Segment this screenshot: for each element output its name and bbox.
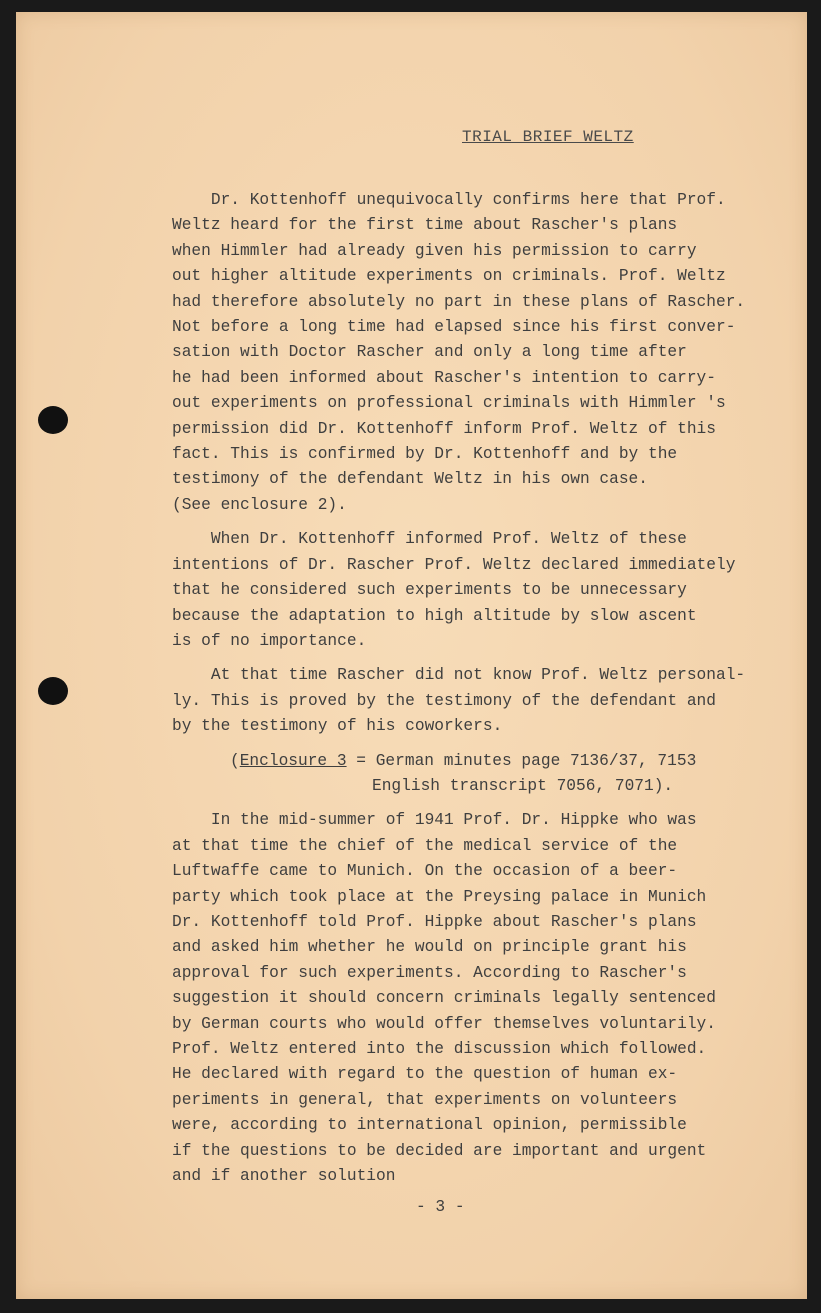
paragraph-2 [172,527,792,654]
enclosure-pages: = German minutes page 7136/37, 7153 [346,751,697,770]
text-line: that he considered such experiments to be unnecessary [172,581,687,600]
text-line: had therefore absolutely no part in these plans of Rascher. [172,292,746,311]
text-line: He declared with regard to the question of human ex- [172,1065,678,1084]
text-line: At that time Rascher did not know Prof. Weltz personal- [172,666,746,685]
punch-hole-top [38,406,68,434]
text-line: testimony of the defendant Weltz in his own case. [172,470,648,489]
text-line: Weltz heard for the first time about Rascher's plans [172,216,678,235]
text-line: Dr. Kottenhoff unequivocally confirms here that Prof. [172,191,726,209]
text-line: ly. This is proved by the testimony of the defendant and [172,691,716,710]
document-title: TRIAL BRIEF WELTZ [462,128,634,146]
text-line: Prof. Weltz entered into the discussion which followed. [172,1040,707,1058]
paragraph-3 [172,663,792,739]
page-number: - 3 - [416,1198,465,1216]
text-line: fact. This is confirmed by Dr. Kottenhoff and by the [172,445,678,464]
paragraph-1 [172,188,792,518]
document-page [16,12,807,1299]
text-line: permission did Dr. Kottenhoff inform Prof. Weltz of this [172,419,716,438]
enclosure-line-2: English transcript 7056, 7071). [372,776,674,795]
text-line: out higher altitude experiments on criminals. Prof. Weltz [172,267,726,286]
text-line: Not before a long time had elapsed since his first conver- [172,318,736,337]
paragraph-4 [172,808,792,1189]
text-line: if the questions to be decided are important and urgent [172,1141,707,1160]
text-line: Luftwaffe came to Munich. On the occasion of a beer- [172,862,678,881]
text-line: party which took place at the Preysing palace in Munich [172,887,707,906]
text-line: In the mid-summer of 1941 Prof. Dr. Hippke who was [172,811,697,830]
text-line: when Himmler had already given his permission to carry [172,241,697,260]
text-line: sation with Doctor Rascher and only a long time after [172,343,687,362]
text-line: were, according to international opinion, permissible [172,1116,687,1135]
punch-hole-bottom [38,677,68,705]
text-line: by German courts who would offer themselves voluntarily. [172,1014,716,1033]
document-body [172,188,792,1189]
text-line: periments in general, that experiments on volunteers [172,1090,678,1109]
text-line: suggestion it should concern criminals legally sentenced [172,989,716,1008]
enclosure-reference [172,749,792,800]
text-line: he had been informed about Rascher's intention to carry- [172,368,716,387]
enclosure-label: Enclosure 3 [239,751,347,770]
text-line: at that time the chief of the medical service of the [172,836,678,855]
text-line: by the testimony of his coworkers. [172,717,503,736]
enclosure-open-paren: ( [230,751,240,770]
enclosure-line-1 [172,749,792,774]
text-line: Dr. Kottenhoff told Prof. Hippke about Rascher's plans [172,912,697,931]
text-line: out experiments on professional criminals with Himmler 's [172,394,726,413]
text-line: When Dr. Kottenhoff informed Prof. Weltz of these [172,530,687,549]
text-line: intentions of Dr. Rascher Prof. Weltz declared immediately [172,555,736,574]
text-line: and asked him whether he would on principle grant his [172,938,687,957]
text-line: is of no importance. [172,631,367,650]
text-line: approval for such experiments. According to Rascher's [172,963,687,982]
text-line: (See enclosure 2). [172,495,347,514]
text-line: because the adaptation to high altitude by slow ascent [172,606,697,625]
text-line: and if another solution [172,1167,396,1186]
